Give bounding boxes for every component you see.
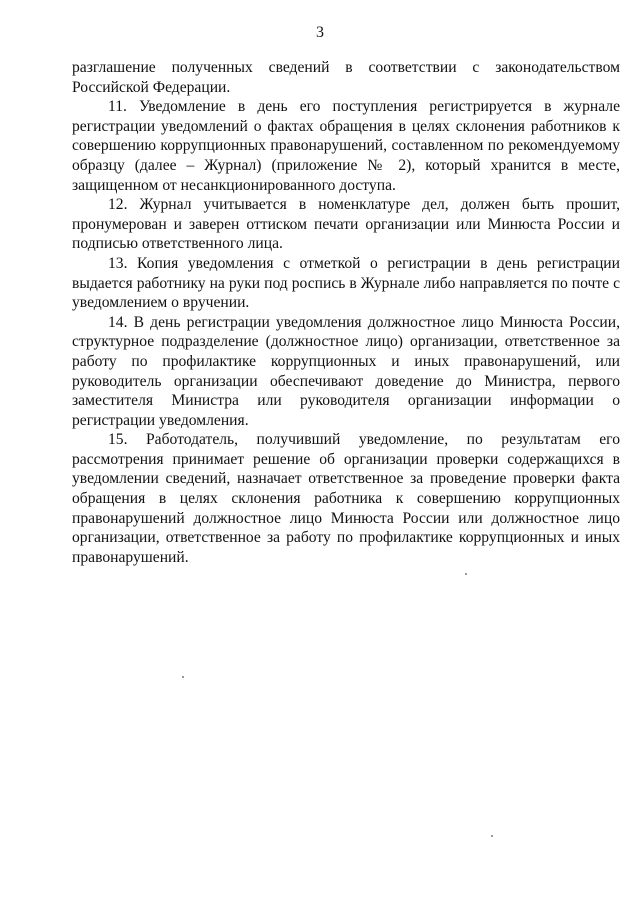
document-body <box>72 58 620 567</box>
paragraph-continuation: разглашение полученных сведений в соответствии с законодательством Российской Федерации. <box>72 59 620 96</box>
paragraph-item-15: 15. Работодатель, получивший уведомление, по результатам его рассмотрения принимает решение об организации проверки содержащихся в уведомлении сведений, назначает ответственное за проведение проверки факта обращения в целях склонения работника к совершению коррупционных правонарушений должностное лицо Минюста России или должностное лицо организации, ответственное за работу по профилактике коррупционных и иных правонарушений. <box>72 431 620 566</box>
scan-speck <box>182 676 184 678</box>
scan-speck <box>491 835 493 837</box>
page-number: 3 <box>316 24 324 41</box>
paragraph-item-11: 11. Уведомление в день его поступления регистрируется в журнале регистрации уведомлений о фактах обращения в целях склонения работников к совершению коррупционных правонарушений, составленном по рекомендуемому образцу (далее – Журнал) (приложение № 2), который хранится в месте, защищенном от несанкционированного доступа. <box>72 98 620 194</box>
paragraph-item-14: 14. В день регистрации уведомления должностное лицо Минюста России, структурное подразделение (должностное лицо) организации, ответственное за работу по профилактике коррупционных и иных правонарушений, или руководитель организации обеспечивают доведение до Министра, первого заместителя Министра или руководителя организации информации о регистрации уведомления. <box>72 313 620 429</box>
scan-speck <box>465 573 467 575</box>
paragraph-item-12: 12. Журнал учитывается в номенклатуре дел, должен быть прошит, пронумерован и заверен оттиском печати организации или Минюста России и подписью ответственного лица. <box>72 196 620 253</box>
paragraph-item-13: 13. Копия уведомления с отметкой о регистрации в день регистрации выдается работнику на руки под роспись в Журнале либо направляется по почте с уведомлением о вручении. <box>72 254 620 312</box>
